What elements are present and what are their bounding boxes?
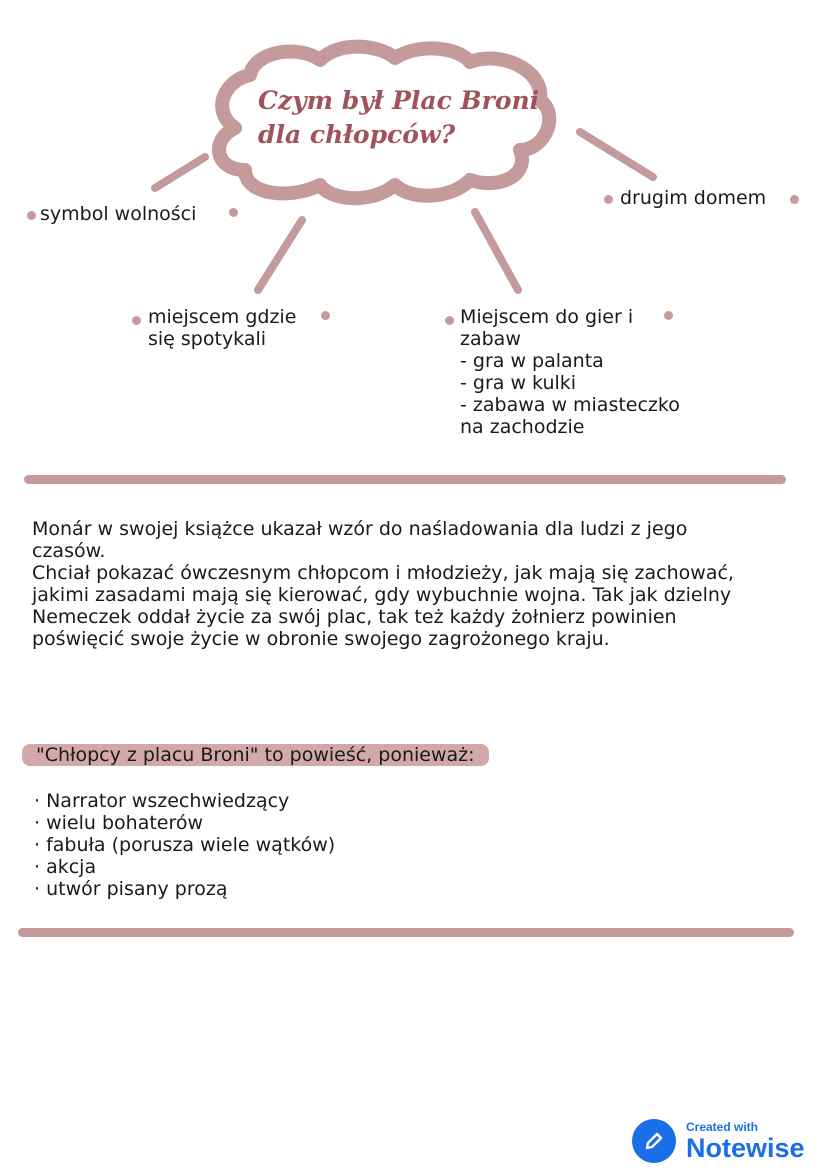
bullet-dot — [445, 316, 454, 325]
list-item-text: Narrator wszechwiedzący — [46, 790, 290, 812]
connector-line — [258, 220, 302, 290]
badge-brand: Notewise — [686, 1132, 805, 1163]
novel-heading — [22, 744, 489, 766]
novel-heading-highlight: "Chłopcy z placu Broni" to powieść, ponieważ: — [22, 744, 489, 766]
notewise-badge — [632, 1119, 805, 1163]
list-item-text: akcja — [46, 856, 97, 878]
title-line: dla chłopców? — [258, 120, 456, 149]
divider — [24, 475, 786, 484]
connector-line — [580, 132, 653, 177]
cloud-title — [258, 84, 539, 152]
list-item-text: fabuła (porusza wiele wątków) — [46, 834, 336, 856]
list-item-text: wielu bohaterów — [46, 812, 204, 834]
list-item: · akcja — [34, 856, 97, 878]
summary-paragraph: Monár w swojej książce ukazał wzór do naśladowania dla ludzi z jego czasów. Chciał pokazać ówczesnym chłopcom i młodzieży, jak mają się zachować, jakimi zasadami mają się kierować, gdy wybuchnie wojna. Tak jak dzielny Nemeczek oddał życie za swój plac, tak też każdy żołnierz powinien poświęcić swoje życie w obronie swojego zagrożonego kraju. — [32, 518, 734, 650]
bullet-dot — [132, 316, 141, 325]
mind-map-graphics — [0, 0, 828, 320]
bullet-dot — [664, 311, 673, 320]
bullet-dot — [229, 208, 238, 217]
bullet-dot — [27, 211, 36, 220]
branch-symbol-wolnosci: symbol wolności — [40, 203, 197, 225]
list-item-text: utwór pisany prozą — [46, 878, 228, 900]
list-item: · Narrator wszechwiedzący — [34, 790, 290, 812]
bullet-dot — [790, 195, 799, 204]
novel-reasons-list — [34, 790, 335, 900]
connector-line — [475, 212, 518, 290]
list-item: · wielu bohaterów — [34, 812, 204, 834]
branch-drugim-domem: drugim domem — [620, 187, 767, 209]
pencil-icon — [632, 1119, 676, 1163]
branch-miejscem-spotkan: miejscem gdzie się spotykali — [148, 306, 297, 350]
branch-miejscem-gier: Miejscem do gier i zabaw - gra w palanta - gra w kulki - zabawa w miasteczko na zachodzie — [460, 306, 680, 438]
bullet-dot — [321, 311, 330, 320]
connector-line — [155, 157, 205, 188]
list-item: · fabuła (porusza wiele wątków) — [34, 834, 336, 856]
list-item: · utwór pisany prozą — [34, 878, 228, 900]
title-line: Czym był Plac Broni — [258, 86, 540, 115]
badge-created-with: Created with — [686, 1119, 759, 1134]
divider — [18, 928, 794, 937]
bullet-dot — [604, 195, 613, 204]
